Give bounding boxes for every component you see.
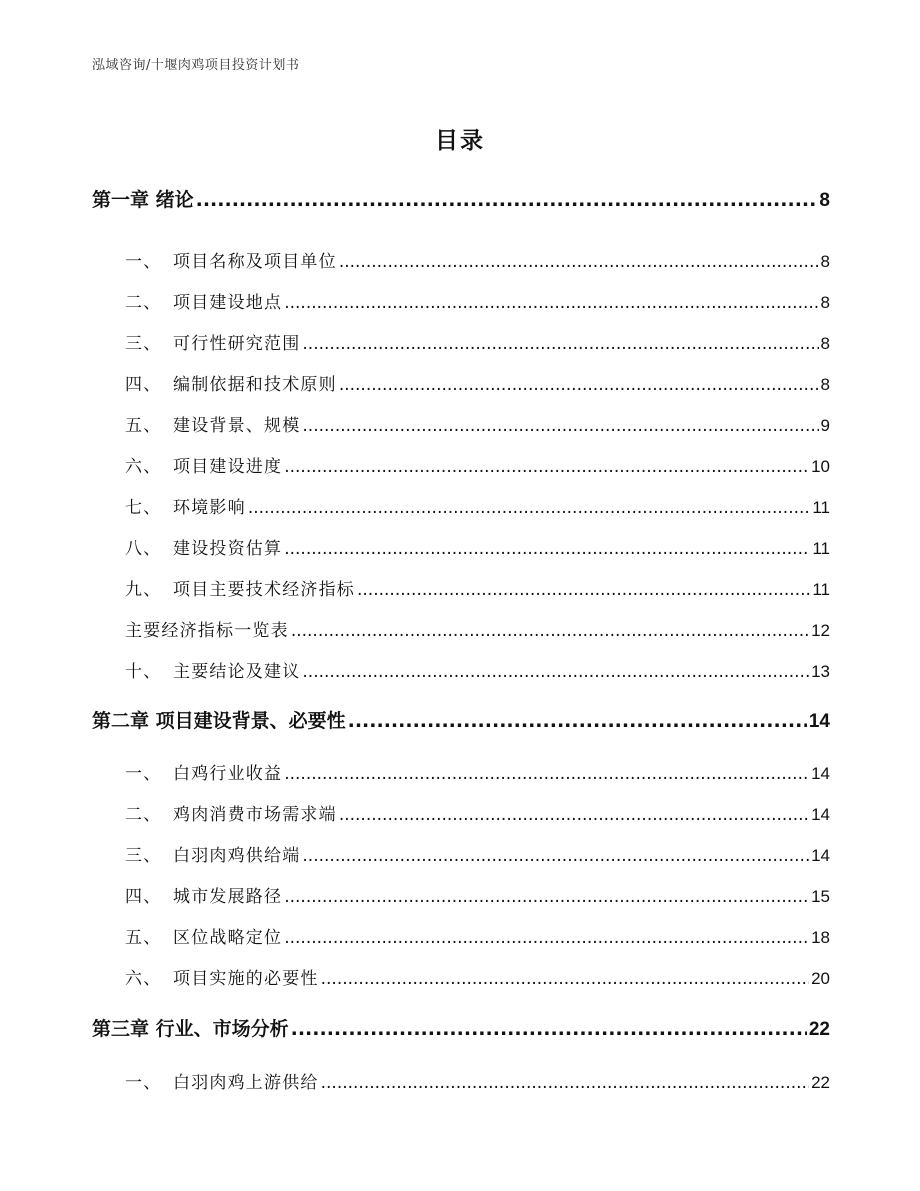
toc-entry-label — [125, 923, 282, 948]
toc-section-entry[interactable] — [125, 1068, 830, 1093]
toc-page-number: 10 — [811, 457, 830, 476]
toc-entry-number: 五、 — [125, 928, 162, 948]
toc-section-entry[interactable] — [125, 800, 830, 825]
toc-leader-dots — [284, 293, 818, 313]
toc-entry-label — [92, 185, 194, 212]
toc-page-number: 8 — [820, 252, 830, 271]
toc-leader-dots — [284, 457, 809, 477]
toc-page-number: 14 — [811, 764, 830, 783]
toc-leader-dots — [339, 252, 819, 272]
toc-section-entry[interactable] — [125, 288, 830, 313]
toc-entry-label — [92, 1014, 289, 1041]
toc-page-number: 20 — [811, 969, 830, 988]
toc-entry-number: 三、 — [125, 334, 162, 354]
toc-entry-label — [125, 841, 300, 866]
toc-page-number: 14 — [808, 711, 830, 732]
toc-page-number: 15 — [811, 887, 830, 906]
toc-entry-title: 鸡肉消费市场需求端 — [173, 805, 337, 825]
toc-entry-title: 编制依据和技术原则 — [173, 375, 337, 395]
toc-entry-title: 白羽肉鸡供给端 — [173, 846, 301, 866]
toc-entry-label — [125, 534, 282, 559]
toc-entry-title: 可行性研究范围 — [173, 334, 301, 354]
toc-entry-number: 二、 — [125, 293, 162, 313]
toc-entry-title: 主要结论及建议 — [173, 662, 301, 682]
toc-page-number: 11 — [812, 580, 830, 599]
toc-entry-number: 一、 — [125, 1073, 162, 1093]
toc-page-number: 8 — [819, 190, 830, 211]
toc-leader-dots — [302, 416, 818, 436]
toc-section-entry[interactable] — [125, 247, 830, 272]
toc-leader-dots — [291, 1018, 807, 1040]
toc-entry-number: 十、 — [125, 662, 162, 682]
toc-section-entry[interactable] — [125, 329, 830, 354]
toc-entry-label — [125, 452, 282, 477]
toc-section-entry[interactable] — [125, 759, 830, 784]
toc-section-entry[interactable] — [125, 493, 830, 518]
toc-entry-label — [125, 616, 289, 641]
toc-leader-dots — [291, 621, 809, 641]
toc-entry-number: 一、 — [125, 764, 162, 784]
toc-entry-number: 五、 — [125, 416, 162, 436]
toc-entry-label — [125, 657, 300, 682]
toc-entry-number: 一、 — [125, 252, 162, 272]
toc-leader-dots — [357, 580, 810, 600]
toc-leader-dots — [248, 498, 811, 518]
toc-leader-dots — [302, 846, 809, 866]
toc-entry-title: 建设投资估算 — [173, 539, 283, 559]
toc-entry-label — [125, 411, 300, 436]
toc-entry-label — [125, 800, 337, 825]
toc-entry-number: 六、 — [125, 969, 162, 989]
toc-entry-label — [125, 1068, 319, 1093]
toc-leader-dots — [321, 969, 809, 989]
toc-entry-title: 白羽肉鸡上游供给 — [173, 1073, 319, 1093]
toc-entry-label — [125, 759, 282, 784]
toc-section-entry[interactable] — [125, 923, 830, 948]
toc-page-number: 22 — [808, 1019, 830, 1040]
toc-entry-label — [125, 575, 355, 600]
toc-chapter-entry[interactable] — [92, 1014, 830, 1041]
toc-page-number: 14 — [811, 846, 830, 865]
toc-entry-label — [125, 964, 319, 989]
toc-entry-label — [125, 329, 300, 354]
toc-entry-number: 六、 — [125, 457, 162, 477]
toc-page-number: 9 — [820, 416, 830, 435]
toc-section-entry[interactable] — [125, 616, 830, 641]
toc-entry-number: 三、 — [125, 846, 162, 866]
toc-section-entry[interactable] — [125, 964, 830, 989]
toc-entry-title: 项目主要技术经济指标 — [173, 580, 355, 600]
toc-entry-number: 四、 — [125, 887, 162, 907]
toc-section-entry[interactable] — [125, 370, 830, 395]
toc-leader-dots — [284, 539, 810, 559]
toc-section-entry[interactable] — [125, 882, 830, 907]
toc-entry-number: 四、 — [125, 375, 162, 395]
toc-entry-number: 八、 — [125, 539, 162, 559]
toc-leader-dots — [284, 764, 809, 784]
toc-section-entry[interactable] — [125, 452, 830, 477]
toc-entry-title: 项目实施的必要性 — [173, 969, 319, 989]
toc-section-entry[interactable] — [125, 411, 830, 436]
toc-entry-title: 白鸡行业收益 — [173, 764, 283, 784]
toc-entry-title: 第三章 行业、市场分析 — [92, 1018, 289, 1040]
toc-leader-dots — [321, 1073, 809, 1093]
toc-entry-label — [125, 288, 282, 313]
toc-entry-title: 环境影响 — [173, 498, 246, 518]
toc-entry-title: 项目名称及项目单位 — [173, 252, 337, 272]
toc-chapter-entry[interactable] — [92, 706, 830, 733]
toc-entry-title: 项目建设进度 — [173, 457, 283, 477]
toc-leader-dots — [302, 334, 818, 354]
toc-leader-dots — [348, 710, 807, 732]
toc-page-number: 12 — [811, 621, 830, 640]
toc-entry-title: 建设背景、规模 — [173, 416, 301, 436]
toc-page-number: 22 — [811, 1073, 830, 1092]
toc-entry-title: 城市发展路径 — [173, 887, 283, 907]
toc-leader-dots — [284, 887, 809, 907]
toc-entry-label — [92, 706, 346, 733]
toc-section-entry[interactable] — [125, 657, 830, 682]
toc-section-entry[interactable] — [125, 575, 830, 600]
toc-page-number: 8 — [820, 334, 830, 353]
toc-page-number: 14 — [811, 805, 830, 824]
running-header: 泓域咨询/十堰肉鸡项目投资计划书 — [92, 58, 300, 73]
toc-page-number: 11 — [812, 498, 830, 517]
toc-page-number: 11 — [812, 539, 830, 558]
toc-entry-title: 项目建设地点 — [173, 293, 283, 313]
toc-leader-dots — [284, 928, 809, 948]
toc-page-number: 18 — [811, 928, 830, 947]
toc-page-number: 13 — [811, 662, 830, 681]
toc-entry-title: 主要经济指标一览表 — [125, 621, 289, 641]
toc-entry-label — [125, 882, 282, 907]
toc-entry-label — [125, 370, 337, 395]
toc-entry-number: 七、 — [125, 498, 162, 518]
toc-entry-title: 第二章 项目建设背景、必要性 — [92, 710, 346, 732]
toc-title: 目录 — [435, 128, 485, 154]
toc-entry-title: 第一章 绪论 — [92, 189, 194, 211]
toc-section-entry[interactable] — [125, 841, 830, 866]
toc-entry-label — [125, 247, 337, 272]
toc-leader-dots — [339, 805, 809, 825]
toc-section-entry[interactable] — [125, 534, 830, 559]
toc-leader-dots — [302, 662, 809, 682]
toc-entry-number: 九、 — [125, 580, 162, 600]
toc-entry-label — [125, 493, 246, 518]
toc-leader-dots — [339, 375, 819, 395]
toc-page-number: 8 — [820, 375, 830, 394]
toc-page-number: 8 — [820, 293, 830, 312]
toc-chapter-entry[interactable] — [92, 185, 830, 212]
toc-leader-dots — [196, 189, 818, 211]
toc-entry-title: 区位战略定位 — [173, 928, 283, 948]
toc-entry-number: 二、 — [125, 805, 162, 825]
